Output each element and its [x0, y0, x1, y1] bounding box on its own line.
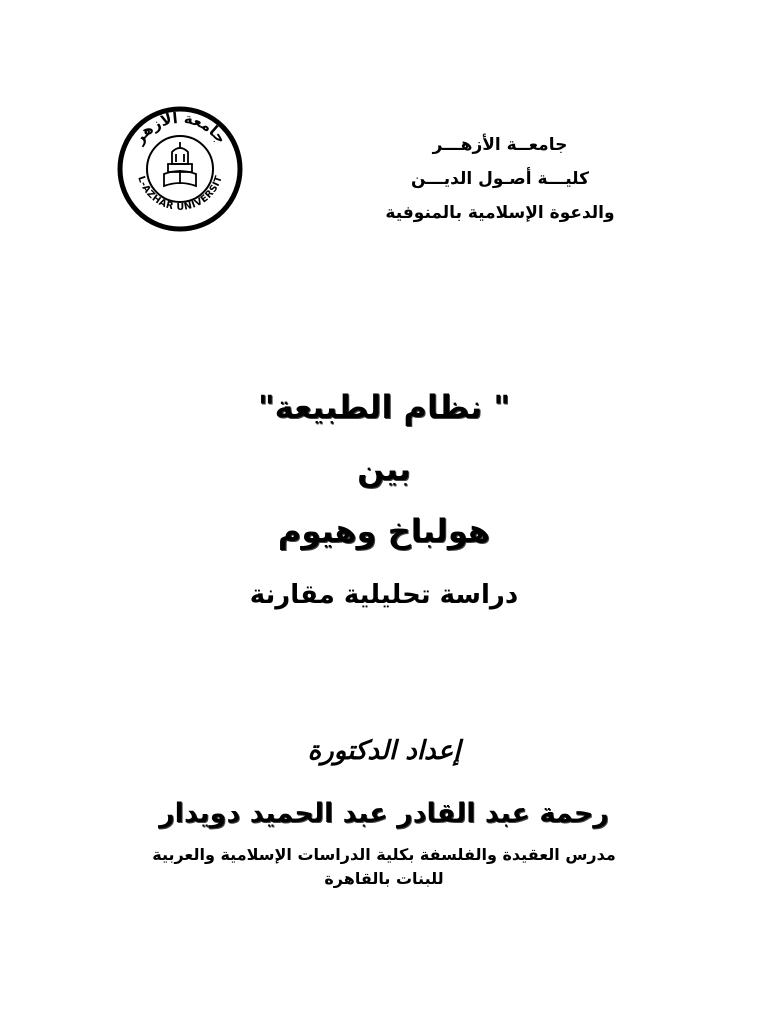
- title-line-3: هولباخ وهيوم: [277, 512, 491, 550]
- title-line-2: بين: [357, 450, 411, 488]
- author-block: [0, 722, 768, 890]
- logo-seal-icon: [112, 106, 248, 232]
- logo-english-text: L-AZHAR UNIVERSIT: [135, 174, 225, 213]
- university-header: [350, 128, 650, 230]
- faculty-location: والدعوة الإسلامية بالمنوفية: [385, 203, 615, 223]
- subtitle: دراسة تحليلية مقارنة: [249, 580, 519, 610]
- author-name: رحمة عبد القادر عبد الحميد دويدار: [159, 798, 609, 829]
- author-role-line-1: مدرس العقيدة والفلسفة بكلية الدراسات الإسلامية والعربية: [152, 845, 616, 864]
- logo-arabic-text: جامعة الأزهر: [129, 108, 231, 148]
- title-block: [0, 376, 768, 618]
- faculty-name: كليـــة أصـول الديـــن: [411, 169, 589, 189]
- author-role-line-2: للبنات بالقاهرة: [324, 869, 444, 888]
- prepared-by-label: إعداد الدكتورة: [307, 736, 461, 766]
- title-line-1: " نظام الطبيعة": [257, 388, 511, 426]
- al-azhar-logo: [112, 106, 248, 232]
- university-name: جامعــة الأزهـــر: [432, 135, 568, 155]
